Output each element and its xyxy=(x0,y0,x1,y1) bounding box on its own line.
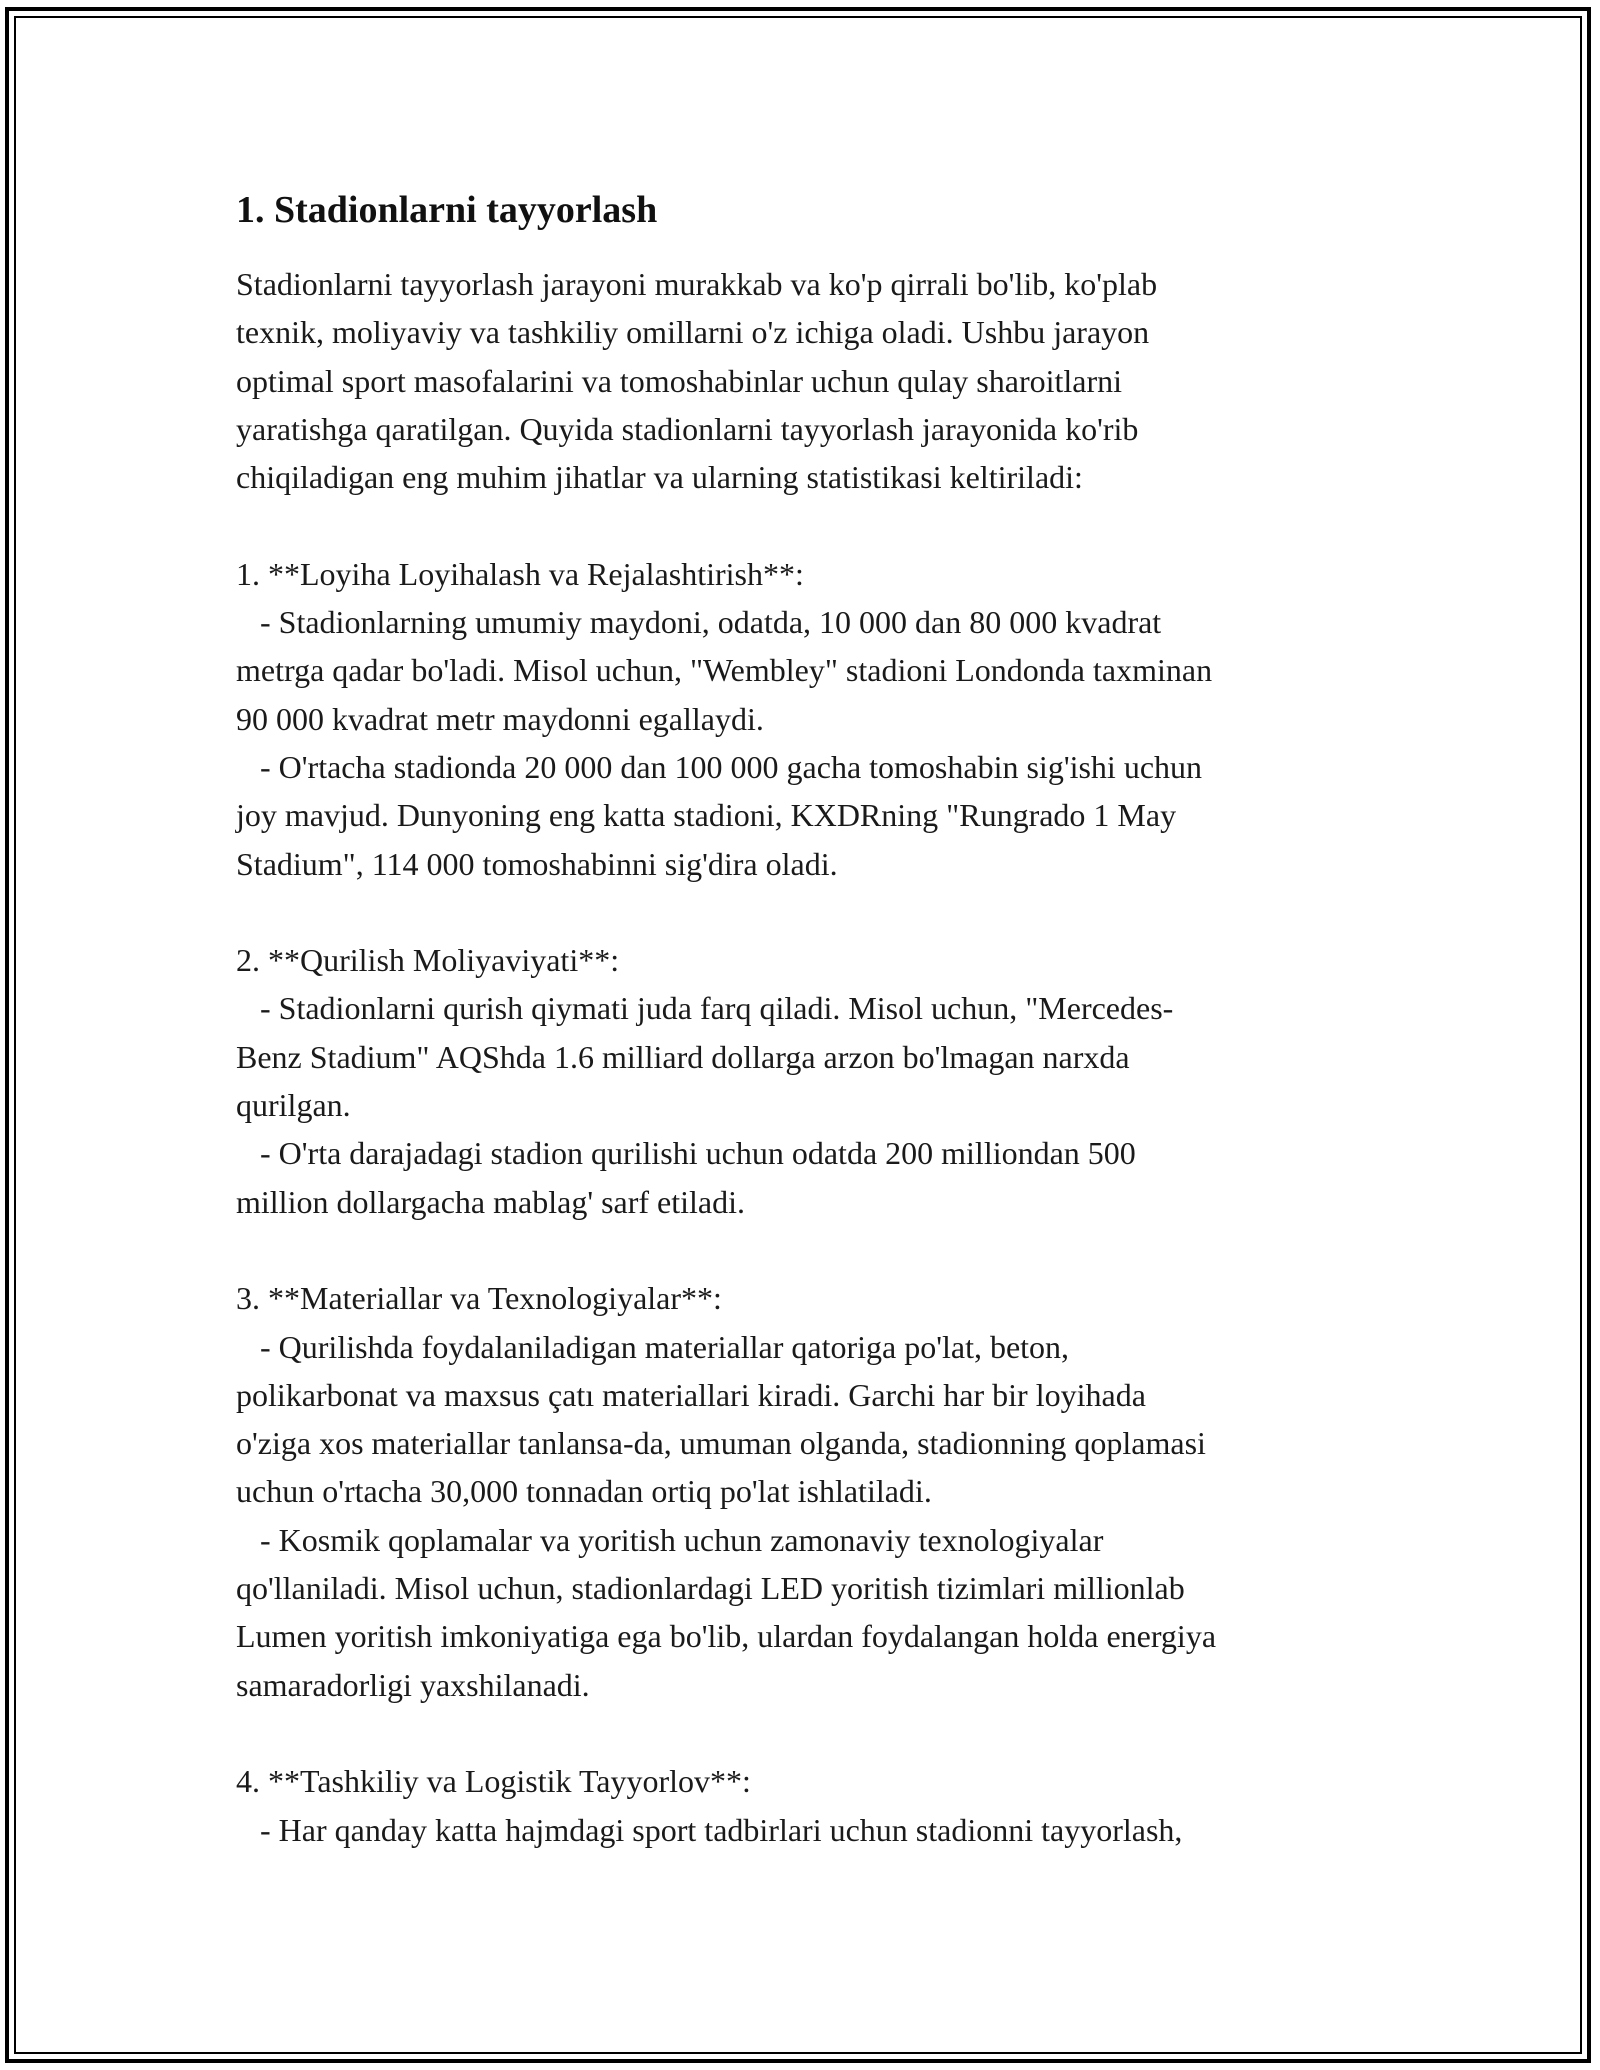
document-content xyxy=(236,186,1376,1854)
section-body-text: Stadionlarni tayyorlash jarayoni murakkab va ko'p qirrali bo'lib, ko'plab texnik, moliyaviy va tashkiliy omillarni o'z ichiga oladi. Ushbu jarayon optimal sport masofalarini va tomoshabinlar uchun qulay sharoitlarni yaratishga qaratilgan. Quyida stadionlarni tayyorlash jarayonida ko'rib chiqiladigan eng muhim jihatlar va ularning statistikasi keltiriladi: 1. **Loyiha Loyihalash va Rejalashtirish**: - Stadionlarning umumiy maydoni, odatda, 10 000 dan 80 000 kvadrat metrga qadar bo'ladi. Misol uchun, "Wembley" stadioni Londonda taxminan 90 000 kvadrat metr maydonni egallaydi. - O'rtacha stadionda 20 000 dan 100 000 gacha tomoshabin sig'ishi uchun joy mavjud. Dunyoning eng katta stadioni, KXDRning "Rungrado 1 May Stadium", 114 000 tomoshabinni sig'dira oladi. 2. **Qurilish Moliyaviyati**: - Stadionlarni qurish qiymati juda farq qiladi. Misol uchun, "Mercedes- Benz Stadium" AQShda 1.6 milliard dollarga arzon bo'lmagan narxda qurilgan. - O'rta darajadagi stadion qurilishi uchun odatda 200 milliondan 500 million dollargacha mablag' sarf etiladi. 3. **Materiallar va Texnologiyalar**: - Qurilishda foydalaniladigan materiallar qatoriga po'lat, beton, polikarbonat va maxsus çatı materiallari kiradi. Garchi har bir loyihada o'ziga xos materiallar tanlansa-da, umuman olganda, stadionning qoplamasi uchun o'rtacha 30,000 tonnadan ortiq po'lat ishlatiladi. - Kosmik qoplamalar va yoritish uchun zamonaviy texnologiyalar qo'llaniladi. Misol uchun, stadionlardagi LED yoritish tizimlari millionlab Lumen yoritish imkoniyatiga ega bo'lib, ulardan foydalangan holda energiya samaradorligi yaxshilanadi. 4. **Tashkiliy va Logistik Tayyorlov**: - Har qanday katta hajmdagi sport tadbirlari uchun stadionni tayyorlash, xyxy=(236,266,1217,1848)
section-heading: 1. Stadionlarni tayyorlash xyxy=(236,189,658,231)
